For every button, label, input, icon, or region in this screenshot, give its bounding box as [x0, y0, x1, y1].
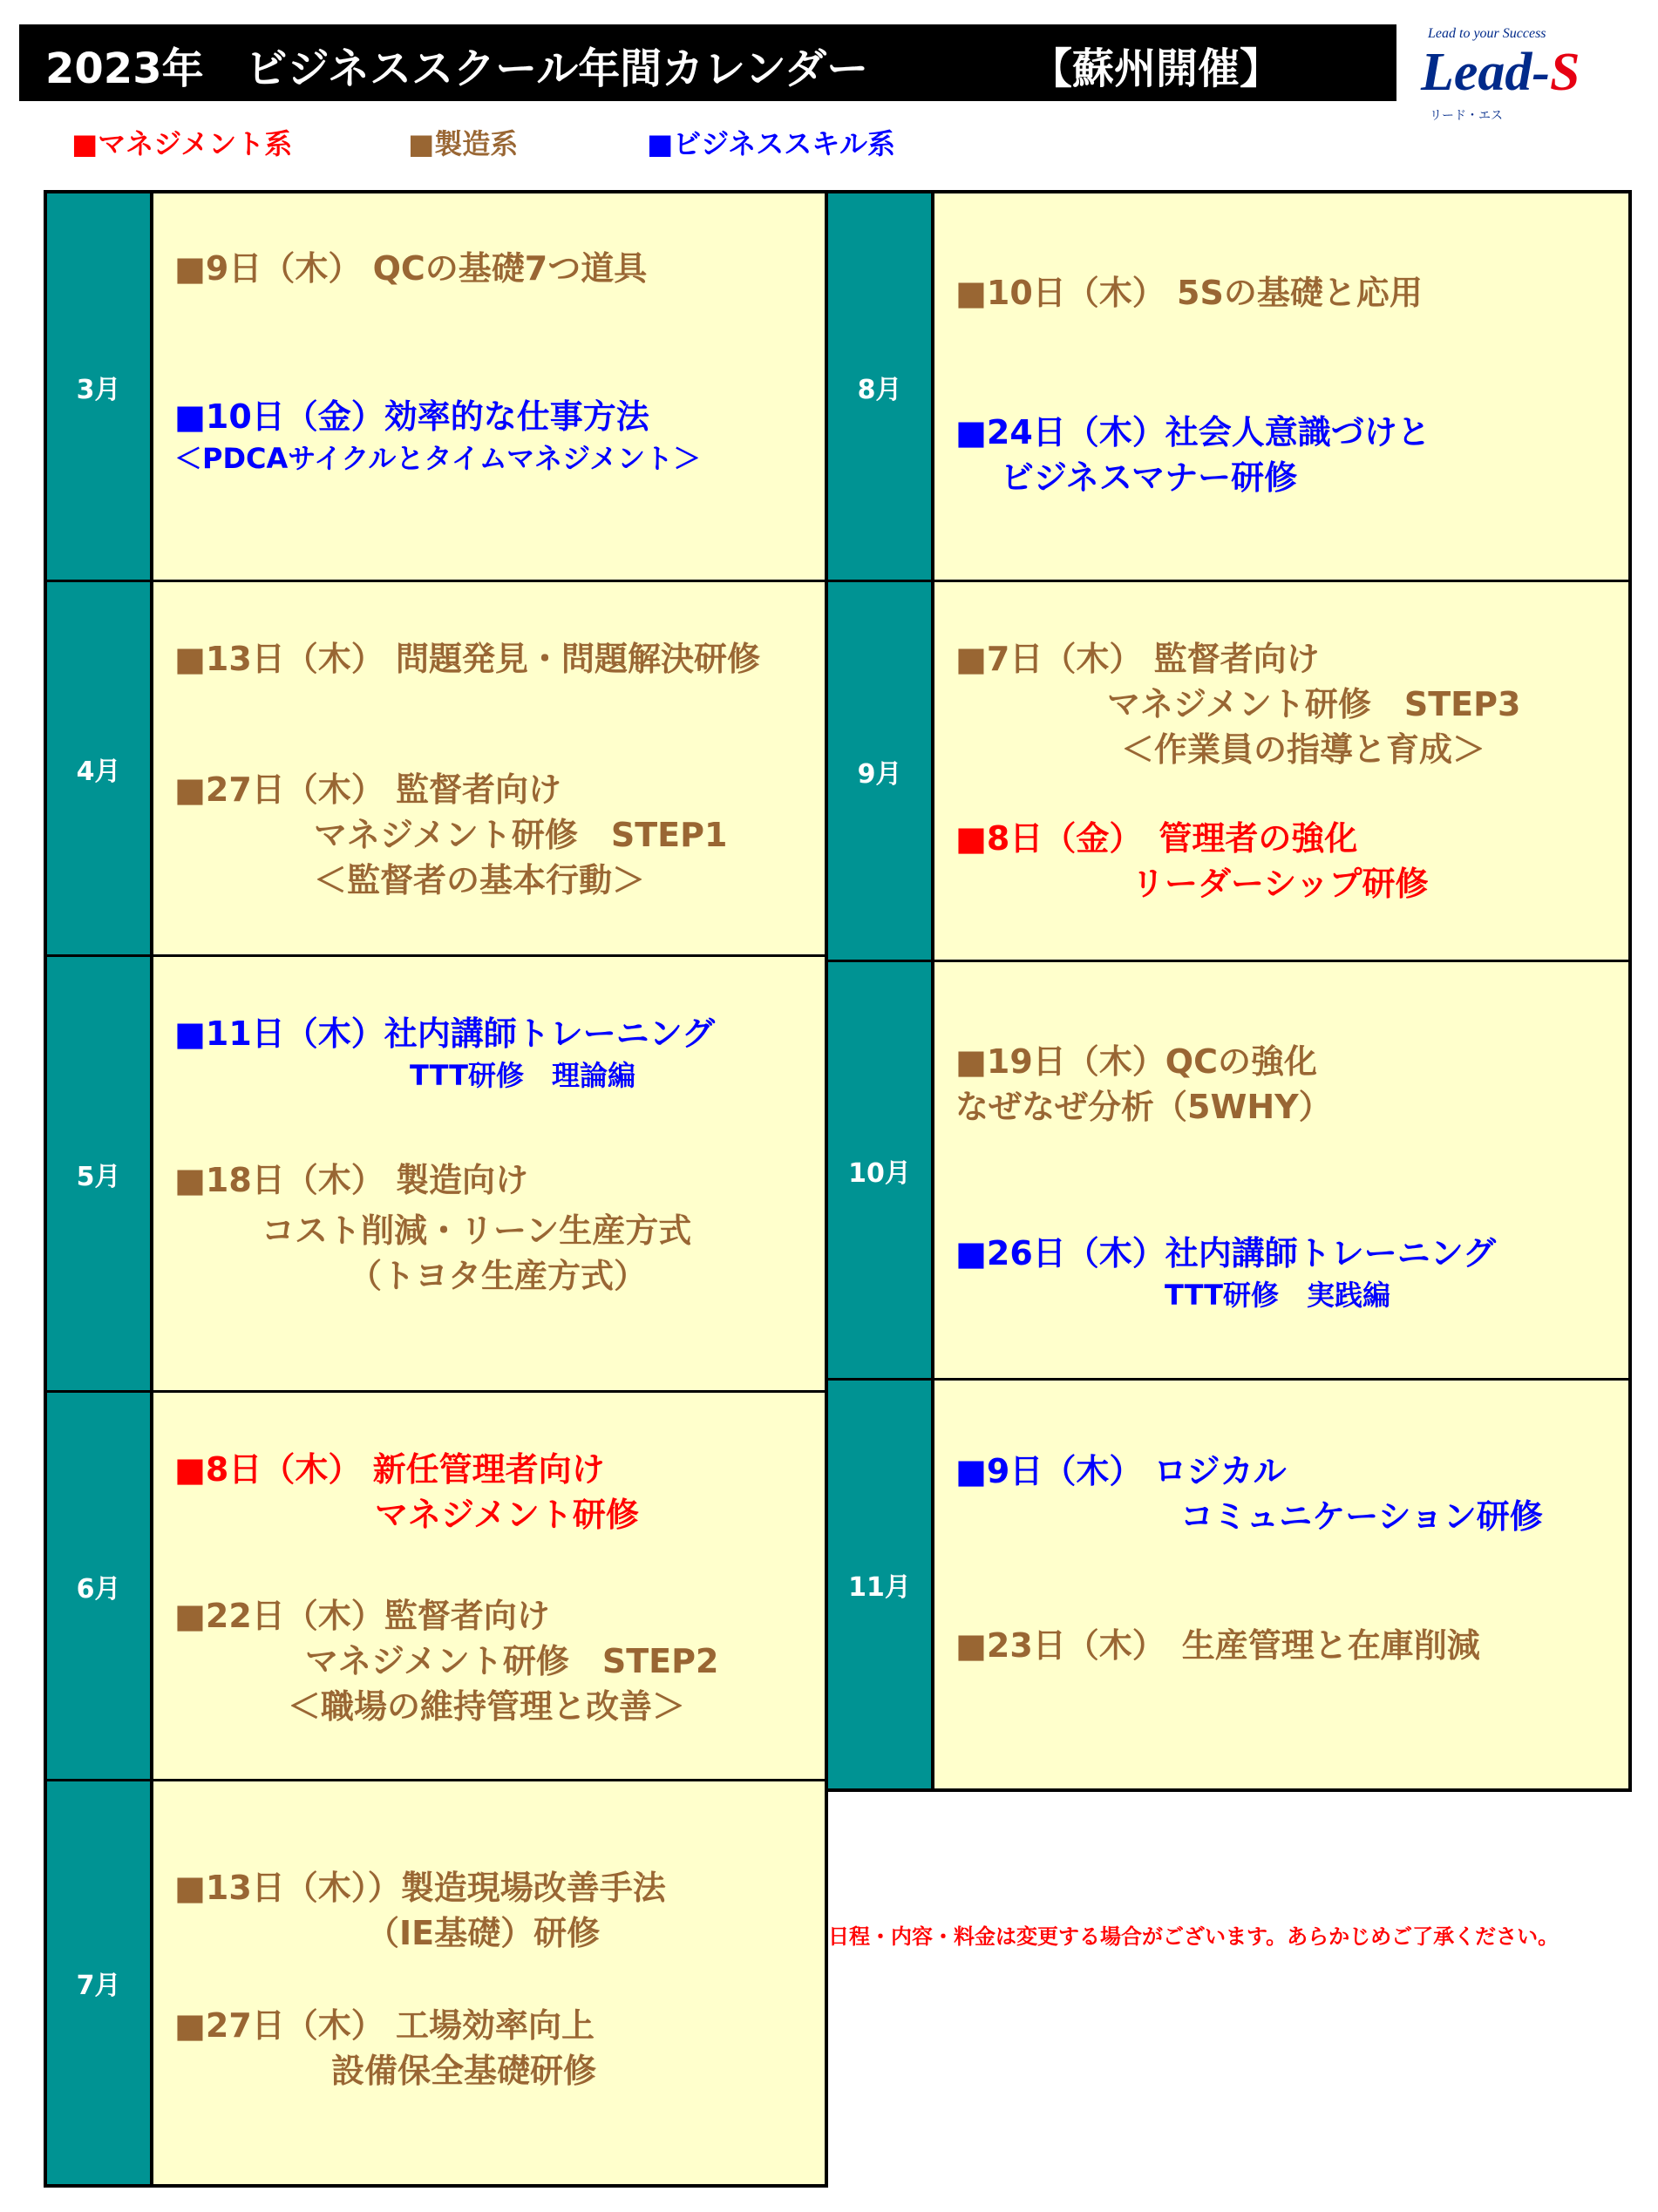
- month-row-mar: [47, 193, 825, 582]
- title-bar: [19, 24, 1396, 101]
- month-events: [153, 957, 825, 1390]
- event-item: ■11日（木）社内講師トレーニング TTT研修 理論編: [174, 1014, 716, 1092]
- month-events: [934, 962, 1628, 1378]
- month-events: [153, 1781, 825, 2184]
- event-item: ■24日（木）社会人意識づけと ビジネスマナー研修: [955, 413, 1430, 497]
- month-row-may: [47, 957, 825, 1393]
- event-item: ■8日（木） 新任管理者向け マネジメント研修: [174, 1450, 639, 1534]
- event-item: ■18日（木） 製造向け コスト削減・リーン生産方式 （トヨタ生産方式）: [174, 1161, 692, 1295]
- month-events: [934, 582, 1628, 960]
- month-row-oct: [828, 962, 1628, 1381]
- month-label: 10月: [828, 962, 934, 1378]
- event-item: ■27日（木） 工場効率向上 設備保全基礎研修: [174, 2006, 597, 2090]
- event-item: ■7日（木） 監督者向け マネジメント研修 STEP3 ＜作業員の指導と育成＞: [955, 640, 1521, 769]
- month-row-aug: [828, 193, 1628, 582]
- event-item: ■8日（金） 管理者の強化 リーダーシップ研修: [955, 819, 1429, 903]
- month-events: [153, 193, 825, 580]
- event-item: ■9日（木） ロジカル コミュニケーション研修: [955, 1452, 1543, 1536]
- event-item: ■22日（木）監督者向け マネジメント研修 STEP2 ＜職場の維持管理と改善＞: [174, 1597, 719, 1726]
- calendar-right: [825, 190, 1632, 1792]
- legend-manufacturing: ■製造系: [408, 127, 519, 160]
- month-row-sep: [828, 582, 1628, 962]
- month-label: 9月: [828, 582, 934, 960]
- calendar-left: [44, 190, 828, 2188]
- month-row-jun: [47, 1393, 825, 1781]
- month-row-jul: [47, 1781, 825, 2184]
- month-events: [934, 193, 1628, 580]
- change-notice: 日程・内容・料金は変更する場合がございます。あらかじめご了承ください。: [828, 1924, 1559, 1949]
- month-label: 5月: [47, 957, 153, 1390]
- month-row-apr: [47, 582, 825, 957]
- month-label: 6月: [47, 1393, 153, 1779]
- month-label: 3月: [47, 193, 153, 580]
- company-logo: [1412, 26, 1639, 131]
- logo-tagline: Lead to your Success: [1428, 26, 1546, 41]
- page-title: 2023年 ビジネススクール年間カレンダー: [45, 44, 869, 93]
- event-item: ■27日（木） 監督者向け マネジメント研修 STEP1 ＜監督者の基本行動＞: [174, 770, 728, 899]
- event-item: ■13日（木） 問題発見・問題解決研修: [174, 640, 761, 678]
- month-label: 4月: [47, 582, 153, 954]
- event-item: ■10日（木） 5Sの基礎と応用: [955, 274, 1423, 312]
- event-item: ■10日（金）効率的な仕事方法 ＜PDCAサイクルとタイムマネジメント＞: [174, 397, 702, 475]
- month-events: [153, 1393, 825, 1779]
- month-label: 8月: [828, 193, 934, 580]
- event-item: ■13日（木））製造現場改善手法 （IE基礎）研修: [174, 1869, 666, 1952]
- month-events: [153, 582, 825, 954]
- event-item: ■26日（木）社内講師トレーニング TTT研修 実践編: [955, 1234, 1497, 1312]
- legend-management: ■マネジメント系: [71, 127, 293, 160]
- event-item: ■23日（木） 生産管理と在庫削減: [955, 1626, 1480, 1665]
- page-title-location: 【蘇州開催】: [1030, 44, 1282, 93]
- month-label: 7月: [47, 1781, 153, 2184]
- event-item: ■19日（木）QCの強化 なぜなぜ分析（5WHY）: [955, 1042, 1332, 1126]
- month-events: [934, 1381, 1628, 1788]
- logo-kana: リード・エス: [1430, 109, 1503, 123]
- event-item: ■9日（木） QCの基礎7つ道具: [174, 249, 648, 288]
- month-label: 11月: [828, 1381, 934, 1788]
- legend-business-skill: ■ビジネススキル系: [647, 127, 895, 160]
- logo-wordmark: Lead-S: [1421, 43, 1580, 102]
- month-row-nov: [828, 1381, 1628, 1788]
